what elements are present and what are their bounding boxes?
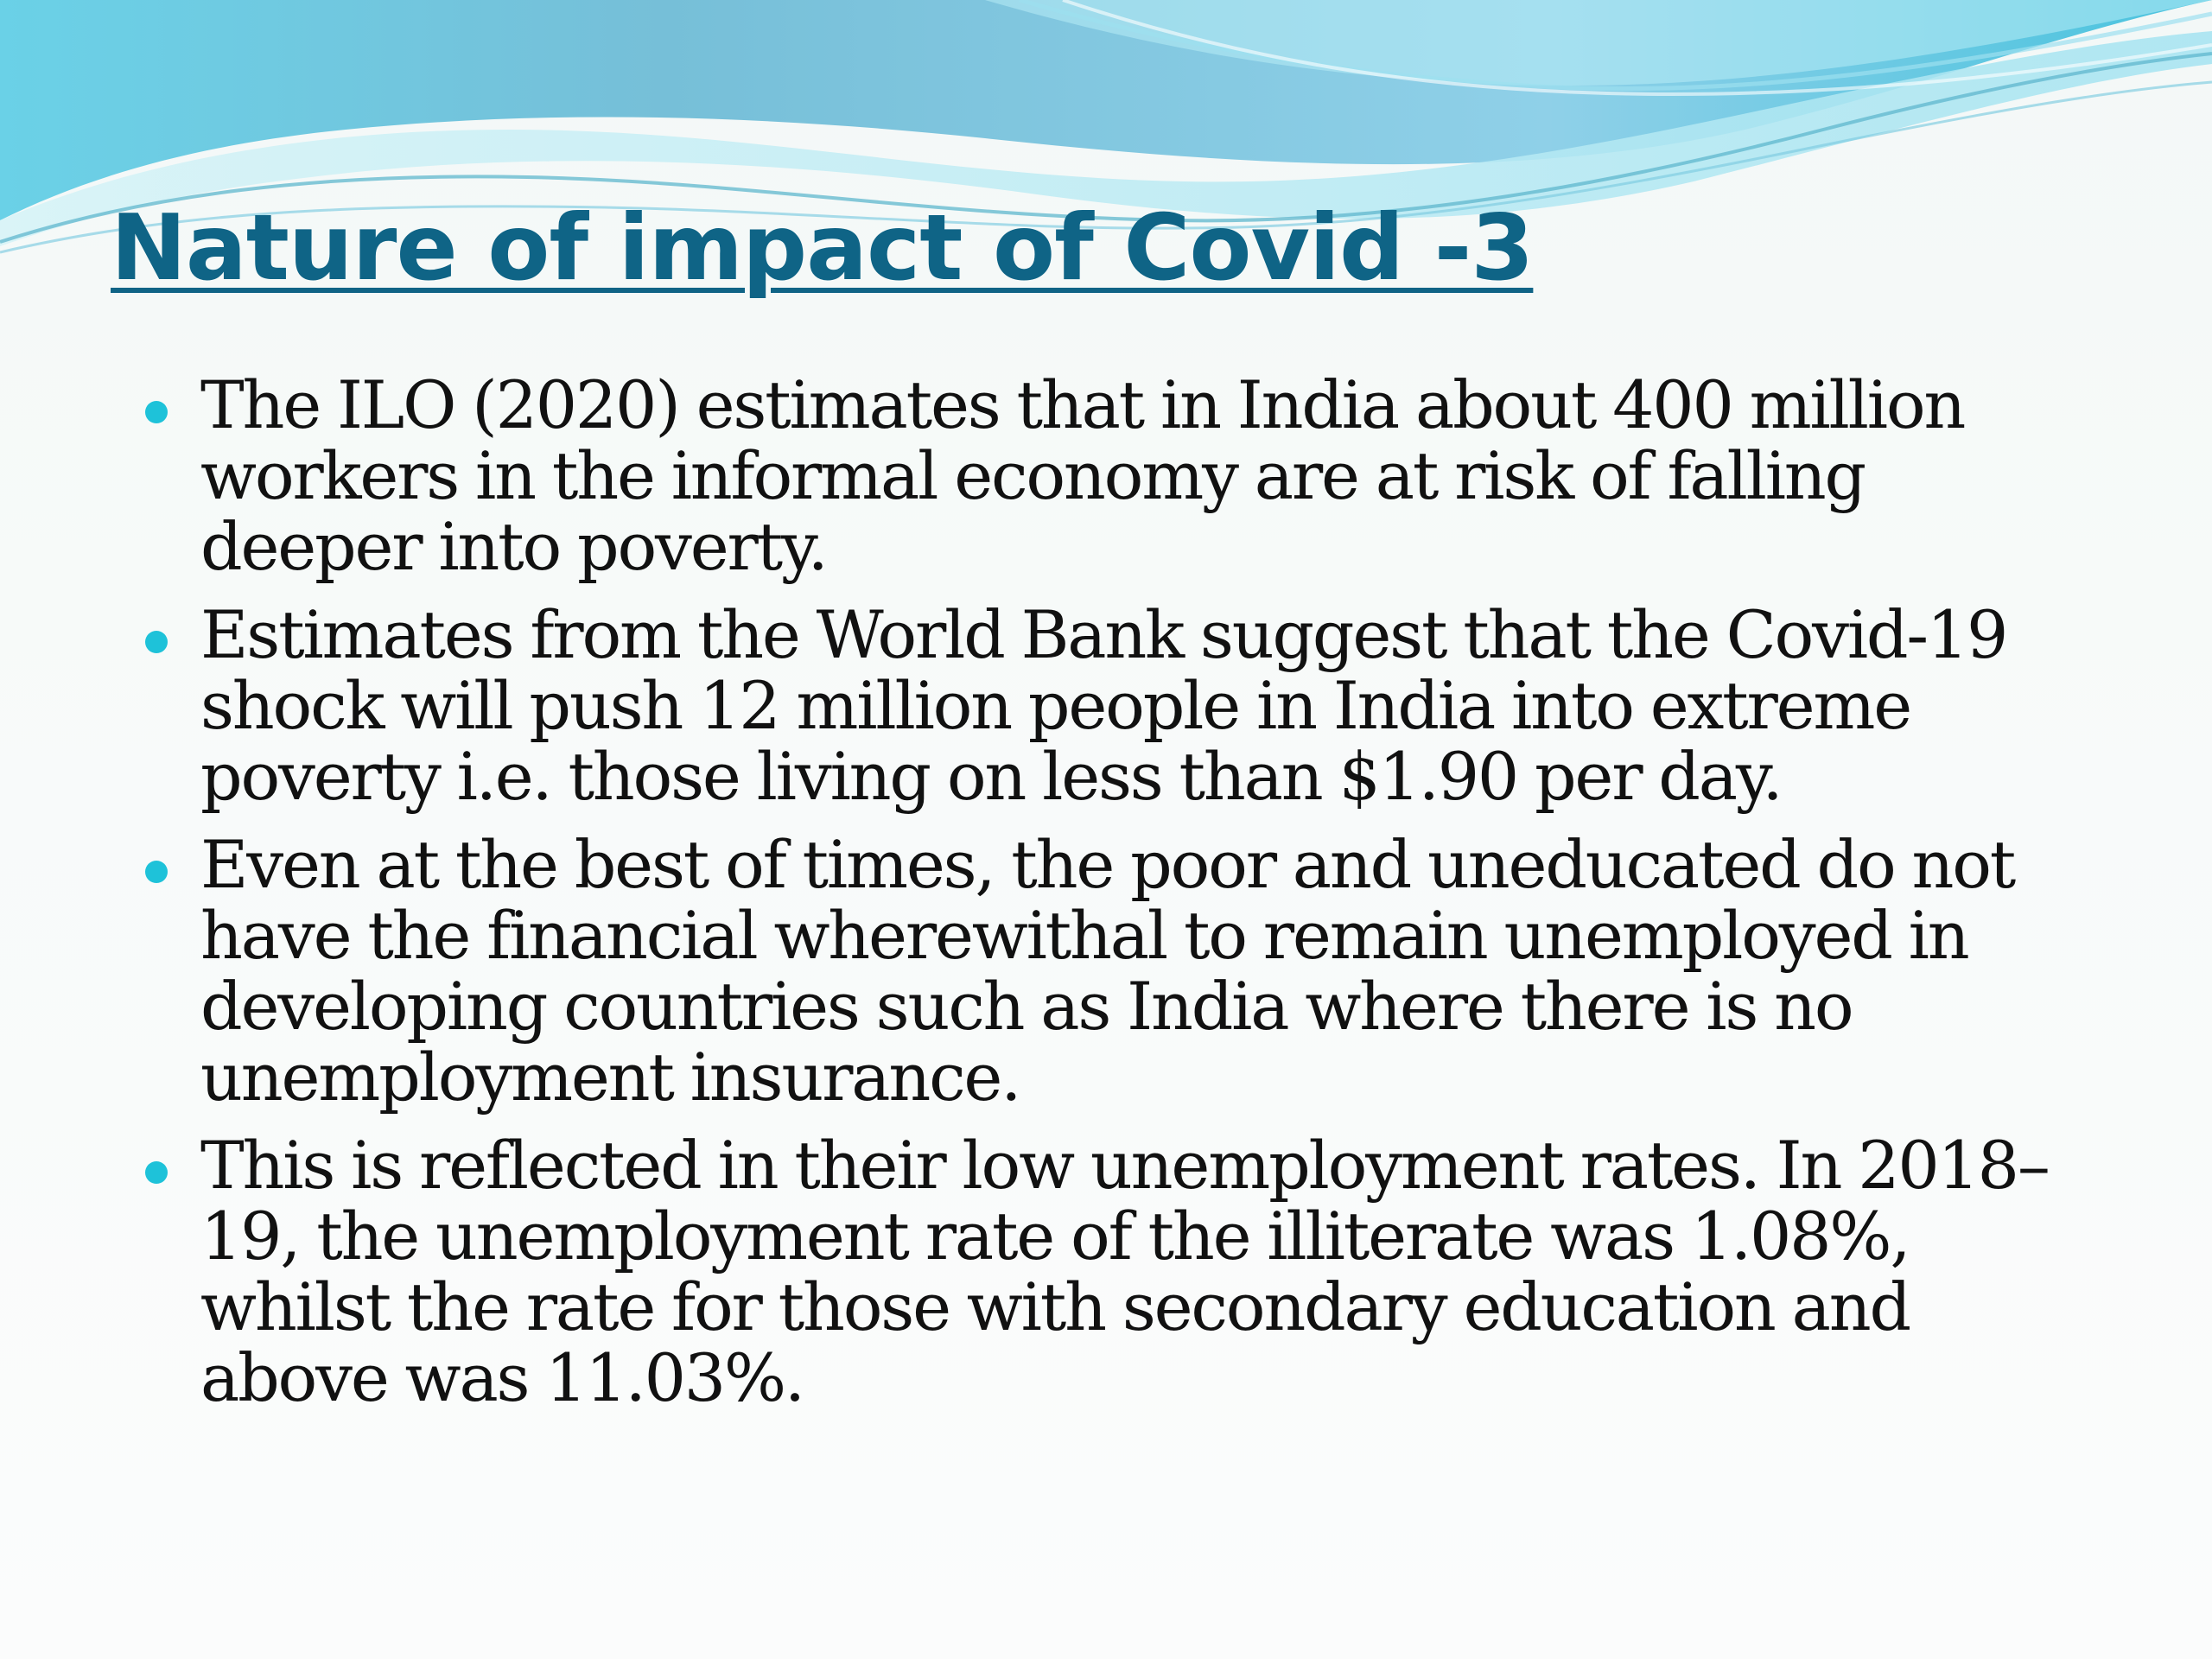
bullet-text: The ILO (2020) estimates that in India about 400 million workers in the informal economy are at risk of falling deeper into poverty. <box>200 366 1965 585</box>
bullet-text: This is reflected in their low unemployment rates. In 2018–19, the unemployment rate of the illiterate was 1.08%, whilst the rate for those with secondary education and above was 11.03%. <box>200 1127 2049 1416</box>
bullet-dot-icon <box>145 401 168 423</box>
bullet-text: Even at the best of times, the poor and uneducated do not have the financial wherewithal to remain unemployed in developing countries such as India where there is no unemployment insurance. <box>200 826 2015 1116</box>
title-area <box>111 195 1580 324</box>
bullet-dot-icon <box>145 1161 168 1184</box>
bullet-content <box>145 366 2089 1510</box>
bullet-item-ilo <box>145 366 2089 585</box>
bullet-list <box>145 366 2089 1416</box>
slide-title: Nature of impact of Covid -3 <box>111 195 1534 301</box>
bullet-text: Estimates from the World Bank suggest that the Covid-19 shock will push 12 million people in India into extreme poverty i.e. those living on less than $1.90 per day. <box>200 596 2007 815</box>
bullet-item-world-bank <box>145 596 2089 815</box>
bullet-dot-icon <box>145 631 168 653</box>
bullet-dot-icon <box>145 861 168 883</box>
bullet-item-financial-wherewithal <box>145 826 2089 1116</box>
bullet-item-unemployment-rates <box>145 1127 2089 1416</box>
